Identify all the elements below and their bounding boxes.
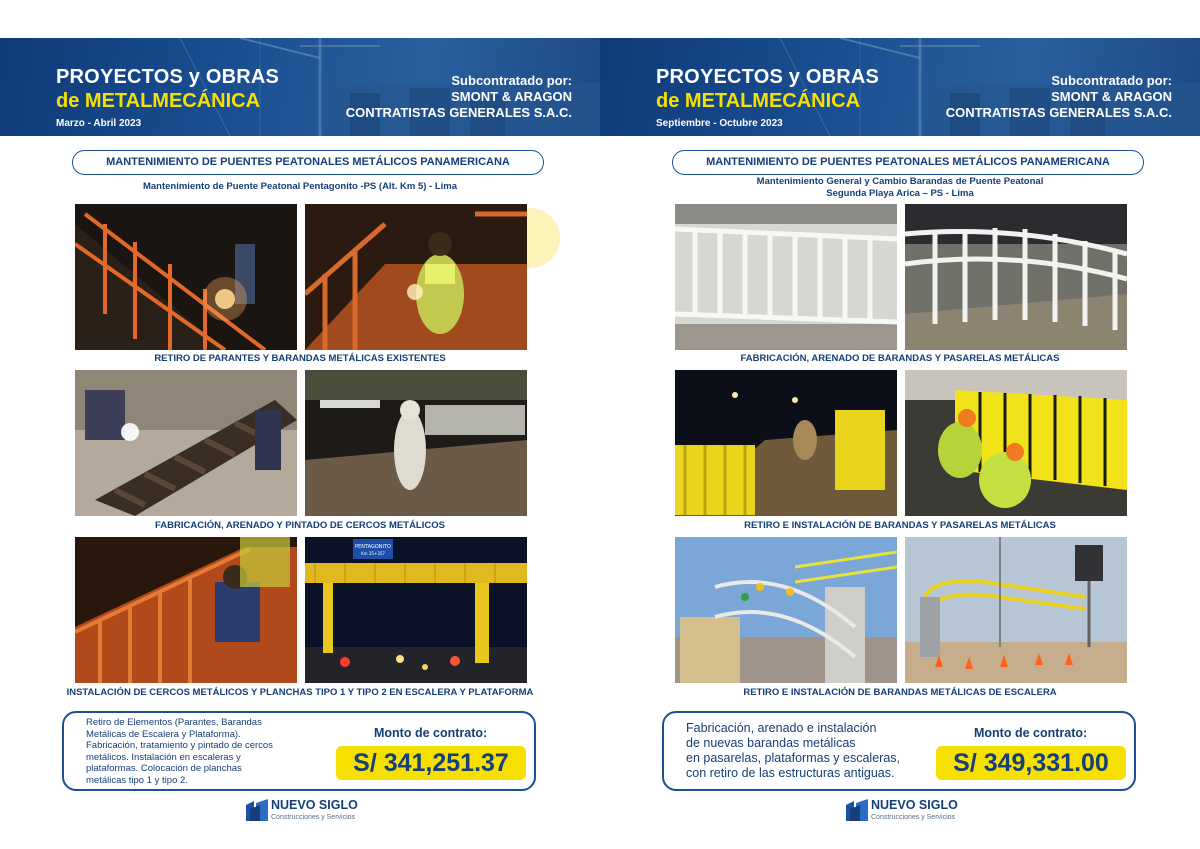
- scope-description: [86, 717, 336, 786]
- logo-tagline: Construcciones y Servicios: [871, 814, 956, 821]
- project-name: [660, 176, 1140, 200]
- photo-installation-2: [305, 537, 527, 683]
- contract-summary-box: [62, 711, 536, 791]
- nuevo-siglo-logo-icon: [246, 799, 268, 821]
- scope-line: metálicas tipo 1 y tipo 2.: [86, 774, 188, 786]
- photo-fabrication-2: [905, 204, 1127, 350]
- header-period: Septiembre - Octubre 2023: [656, 118, 783, 129]
- scope-line: metálicos. Instalación en escaleras y: [86, 751, 241, 763]
- subcontractor-label: Subcontratado por:: [1051, 73, 1172, 88]
- project-name-line: Mantenimiento General y Cambio Barandas de Puente Peatonal: [756, 176, 1044, 187]
- scope-line: en pasarelas, plataformas y escaleras,: [686, 751, 900, 765]
- header-subcontractor: [946, 73, 1172, 121]
- photo-railing-removal-1: [75, 204, 297, 350]
- scope-line: de nuevas barandas metálicas: [686, 736, 856, 750]
- header-title-main: METALMECÁNICA: [684, 90, 861, 112]
- photo-fabrication-2: [305, 370, 527, 516]
- subcontractor-company: CONTRATISTAS GENERALES S.A.C.: [345, 105, 572, 120]
- brochure-page-marzo-abril: [0, 38, 600, 849]
- photo-caption: RETIRO DE PARANTES Y BARANDAS METÁLICAS EXISTENTES: [154, 353, 446, 364]
- contract-amount-value: S/ 349,331.00: [936, 746, 1126, 780]
- header-title-de: de: [56, 90, 80, 112]
- logo-name: NUEVO SIGLO: [271, 798, 358, 812]
- scope-line: Retiro de Elementos (Parantes, Barandas: [86, 717, 262, 728]
- logo-name: NUEVO SIGLO: [871, 798, 958, 812]
- bridge-sign-text: PENTAGONITO: [355, 544, 391, 550]
- contract-summary-box: [662, 711, 1136, 791]
- header-title-de: de: [656, 90, 680, 112]
- photo-caption: RETIRO E INSTALACIÓN DE BARANDAS METÁLICAS DE ESCALERA: [743, 687, 1057, 698]
- photo-fabrication-1: [675, 204, 897, 350]
- subcontractor-name: SMONT & ARAGON: [1051, 89, 1172, 104]
- bridge-sign-km: Km 25+357: [361, 551, 385, 556]
- scope-line: plataformas. Colocación de planchas: [86, 763, 242, 774]
- photo-stair-railing-1: [675, 537, 897, 683]
- scope-line: Fabricación, tratamiento y pintado de cercos: [86, 740, 273, 751]
- photo-caption: INSTALACIÓN DE CERCOS METÁLICOS Y PLANCHAS TIPO 1 Y TIPO 2 EN ESCALERA Y PLATAFORMA: [66, 687, 534, 698]
- company-logo: [846, 797, 976, 825]
- header-title-line1: PROYECTOS y OBRAS: [56, 66, 280, 88]
- contract-amount-label: Monto de contrato:: [374, 726, 488, 740]
- header-subcontractor: [346, 73, 572, 121]
- nuevo-siglo-logo-icon: [846, 799, 868, 821]
- photo-stair-railing-2: [905, 537, 1127, 683]
- section-title: MANTENIMIENTO DE PUENTES PEATONALES METÁLICOS PANAMERICANA: [672, 150, 1144, 175]
- scope-line: Metálicas de Escalera y Plataforma).: [86, 728, 241, 740]
- contract-amount-label: Monto de contrato:: [974, 726, 1088, 740]
- photo-installation-1: [675, 370, 897, 516]
- project-name: [60, 181, 540, 193]
- subcontractor-name: SMONT & ARAGON: [451, 89, 572, 104]
- brochure-page-septiembre-octubre: [600, 38, 1200, 849]
- page-header: [0, 38, 600, 136]
- subcontractor-company: CONTRATISTAS GENERALES S.A.C.: [945, 105, 1172, 120]
- header-title-main: METALMECÁNICA: [84, 90, 261, 112]
- photo-caption: FABRICACIÓN, ARENADO DE BARANDAS Y PASARELAS METÁLICAS: [740, 353, 1060, 364]
- photo-railing-removal-2: [305, 204, 527, 350]
- logo-tagline: Construcciones y Servicios: [271, 814, 356, 821]
- project-name-line: Segunda Playa Arica – PS - Lima: [826, 188, 974, 199]
- subcontractor-label: Subcontratado por:: [451, 73, 572, 88]
- section-title: MANTENIMIENTO DE PUENTES PEATONALES METÁLICOS PANAMERICANA: [72, 150, 544, 175]
- scope-line: Fabricación, arenado e instalación: [686, 721, 877, 735]
- photo-installation-2: [905, 370, 1127, 516]
- header-title-line2: [656, 90, 860, 113]
- header-period: Marzo - Abril 2023: [56, 118, 142, 129]
- photo-fabrication-1: [75, 370, 297, 516]
- scope-description: [686, 721, 946, 781]
- contract-amount-value: S/ 341,251.37: [336, 746, 526, 780]
- photo-installation-1: [75, 537, 297, 683]
- scope-line: con retiro de las estructuras antiguas.: [686, 766, 895, 780]
- photo-caption: RETIRO E INSTALACIÓN DE BARANDAS Y PASARELAS METÁLICAS: [744, 520, 1056, 531]
- photo-caption: FABRICACIÓN, ARENADO Y PINTADO DE CERCOS METÁLICOS: [155, 520, 445, 531]
- company-logo: [246, 797, 376, 825]
- page-header: [600, 38, 1200, 136]
- header-title-line2: [56, 90, 260, 113]
- project-name-line: Mantenimiento de Puente Peatonal Pentagonito -PS (Alt. Km 5) - Lima: [142, 181, 458, 192]
- header-title-line1: PROYECTOS y OBRAS: [656, 66, 880, 88]
